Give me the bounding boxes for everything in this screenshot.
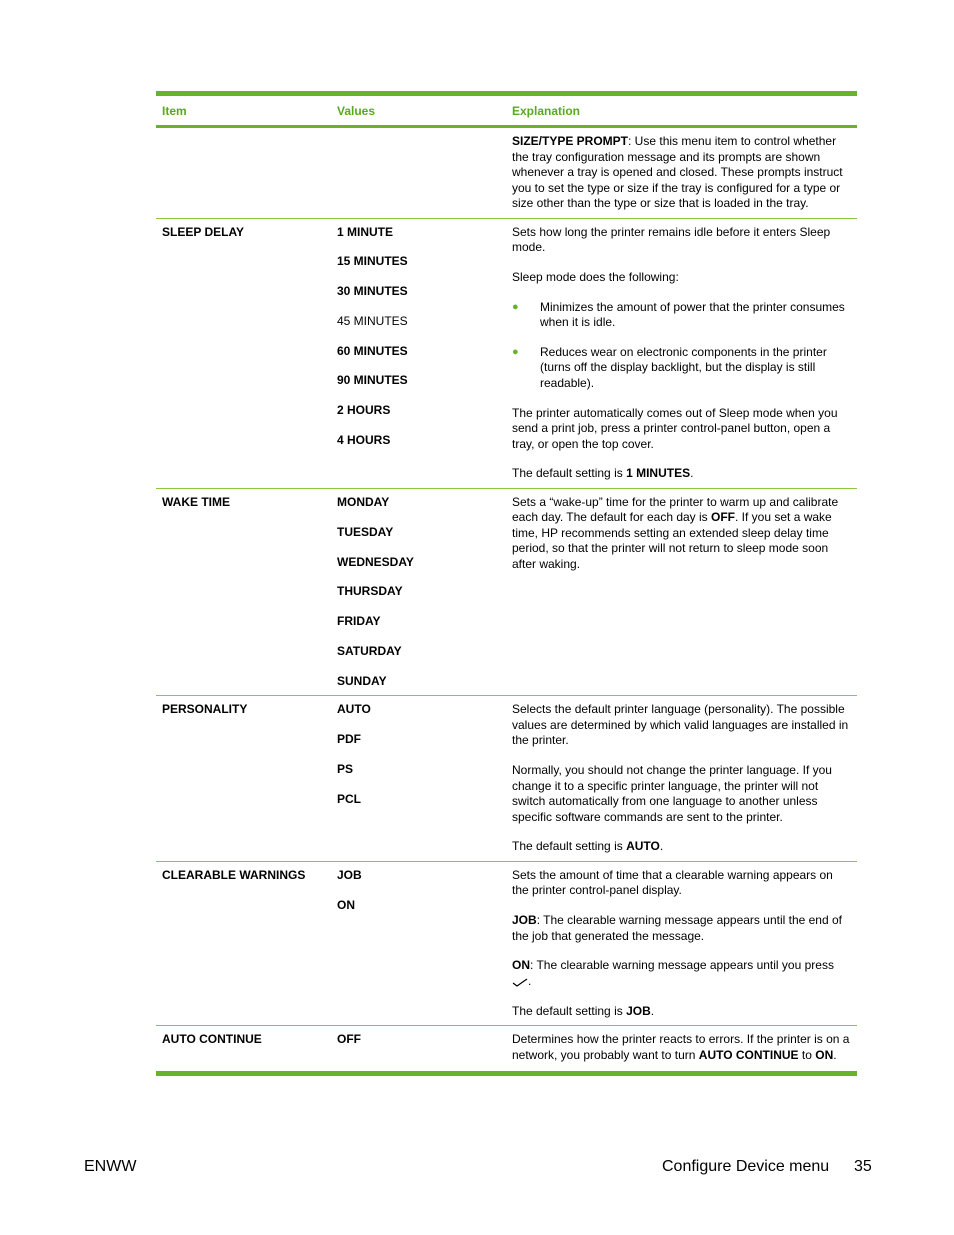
settings-table (156, 91, 857, 1076)
explanation-cell (506, 489, 857, 695)
values-cell (331, 489, 506, 695)
explanation-paragraph (512, 958, 851, 989)
bullet-dot-icon: ● (512, 300, 519, 313)
explanation-paragraph: Selects the default printer language (personality). The possible values are determined by which valid languages are installed in the printer. (512, 702, 849, 748)
text: to (798, 1047, 816, 1062)
bullet-item (512, 300, 851, 331)
text: . (833, 1047, 837, 1062)
bullet-dot-icon: ● (512, 345, 519, 358)
explanation-cell (506, 219, 857, 488)
explanation-paragraph (512, 913, 851, 944)
values-cell (331, 219, 506, 488)
header-explanation: Explanation (512, 103, 581, 118)
explanation-paragraph: Sets the amount of time that a clearable warning appears on the printer control-panel display. (512, 867, 833, 898)
value-item: 90 MINUTES (337, 373, 408, 388)
value-item: PCL (337, 791, 361, 806)
default-value: AUTO (626, 839, 660, 854)
bullet-text: Reduces wear on electronic components in the printer (turns off the display backlight, but the display is still readable). (540, 344, 827, 390)
header-values: Values (337, 103, 376, 118)
table-row (156, 219, 857, 489)
text: : Use this menu item to control whether the tray configuration message and its prompts are shown whenever a tray is opened and closed. These prompts instruct you to set the type or size if the tray is configured for a type or size other than the type or size that is loaded in the tray. (512, 134, 843, 210)
term: OFF (711, 510, 736, 525)
explanation-paragraph (512, 134, 851, 212)
values-cell (331, 696, 506, 861)
text: . If you set a wake time, HP recommends setting an extended sleep delay time period, so that the printer will not return to sleep mode soon after waking. (512, 510, 832, 571)
value-item: 60 MINUTES (337, 343, 408, 358)
footer-section: Configure Device menu (662, 1158, 830, 1175)
default-setting (512, 466, 851, 482)
value-item: 30 MINUTES (337, 284, 408, 299)
text: . (528, 973, 532, 988)
explanation-paragraph (512, 495, 851, 573)
text: : The clearable warning message appears until the end of the job that generated the message. (512, 913, 842, 943)
item-cell: WAKE TIME (162, 494, 230, 509)
item-cell: SLEEP DELAY (162, 224, 245, 239)
value-item: 2 HOURS (337, 403, 391, 418)
footer-left: ENWW (84, 1158, 137, 1175)
explanation-cell (506, 696, 857, 861)
explanation-paragraph: Sets how long the printer remains idle before it enters Sleep mode. (512, 224, 831, 254)
footer-page-number: 35 (854, 1158, 872, 1175)
value-item: PS (337, 761, 354, 776)
default-suffix: . (650, 1003, 655, 1018)
explanation-cell (506, 1026, 857, 1069)
value-item: FRIDAY (337, 614, 381, 629)
value-item: SATURDAY (337, 643, 402, 658)
value-item: OFF (337, 1032, 361, 1047)
table-row (156, 128, 857, 219)
explanation-paragraph: Normally, you should not change the printer language. If you change it to a specific printer language, the printer will not switch automatically from one language to another unless specific software commands are sent to the printer. (512, 763, 832, 824)
default-prefix: The default setting is (512, 1003, 627, 1018)
values-cell (331, 1026, 506, 1069)
default-value: JOB (626, 1003, 651, 1018)
default-prefix: The default setting is (512, 466, 627, 481)
term: SIZE/TYPE PROMPT (512, 134, 629, 148)
values-cell (331, 128, 506, 218)
default-value: 1 MINUTES (626, 466, 691, 481)
value-item: AUTO (337, 702, 371, 717)
value-item: TUESDAY (337, 524, 394, 539)
explanation-cell (506, 862, 857, 1025)
text: Determines how the printer reacts to errors. If the printer is on a network, you probably want to turn (512, 1032, 850, 1062)
table-row (156, 862, 857, 1026)
value-item: ON (337, 897, 355, 912)
term: AUTO CONTINUE (698, 1047, 799, 1062)
checkmark-icon (512, 977, 528, 987)
explanation-paragraph: Sleep mode does the following: (512, 269, 679, 284)
value-item: 1 MINUTE (337, 224, 394, 239)
value-item: 4 HOURS (337, 433, 391, 448)
table-row (156, 696, 857, 862)
value-item: SUNDAY (337, 673, 387, 688)
item-cell: AUTO CONTINUE (162, 1032, 262, 1047)
table-row (156, 489, 857, 696)
bullet-text: Minimizes the amount of power that the printer consumes when it is idle. (540, 299, 845, 330)
default-prefix: The default setting is (512, 839, 627, 854)
text: : The clearable warning message appears until you press (530, 958, 834, 973)
table-header-row (156, 96, 857, 128)
header-item: Item (162, 103, 187, 118)
table-row (156, 1026, 857, 1069)
value-item: JOB (337, 867, 362, 882)
term: ON (815, 1047, 834, 1062)
default-setting (512, 1004, 851, 1020)
term: JOB (512, 913, 537, 928)
default-suffix: . (690, 466, 694, 481)
item-cell (156, 128, 331, 218)
value-item: THURSDAY (337, 584, 403, 599)
default-setting (512, 839, 851, 855)
value-item: WEDNESDAY (337, 554, 414, 569)
bullet-item (512, 345, 851, 392)
value-item: 45 MINUTES (337, 313, 408, 328)
explanation-paragraph (512, 1032, 851, 1063)
default-suffix: . (659, 839, 664, 854)
value-item: 15 MINUTES (337, 254, 408, 269)
item-cell: CLEARABLE WARNINGS (162, 867, 306, 882)
explanation-paragraph: The printer automatically comes out of Sleep mode when you send a print job, press a printer control-panel button, open a tray, or open the top cover. (512, 405, 838, 451)
value-item: PDF (337, 732, 361, 747)
table-bottom-rule (156, 1071, 857, 1076)
term: ON (512, 958, 530, 973)
value-item: MONDAY (337, 494, 390, 509)
explanation-cell (506, 128, 857, 218)
text: Sets a “wake-up” time for the printer to warm up and calibrate each day. The default for each day is (512, 494, 839, 525)
values-cell (331, 862, 506, 1025)
item-cell: PERSONALITY (162, 702, 248, 717)
